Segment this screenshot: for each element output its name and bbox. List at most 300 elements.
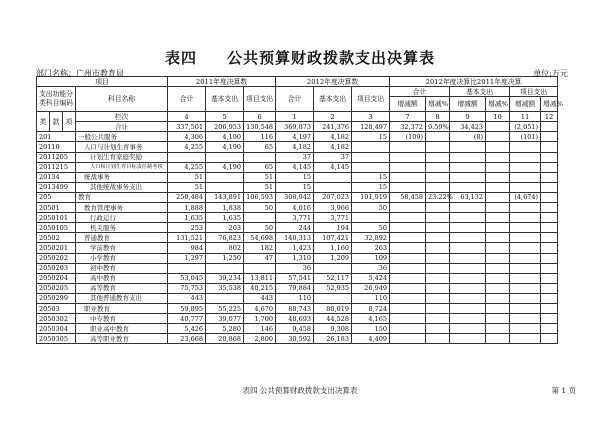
cell-c9 xyxy=(450,172,486,182)
cell-c6: 50 xyxy=(352,203,390,213)
cell-c5 xyxy=(314,293,352,303)
h2011-basic: 基本支出 xyxy=(206,87,244,112)
cell-c9 xyxy=(450,233,486,243)
cell-c11 xyxy=(510,303,541,313)
cell-c11 xyxy=(510,223,541,233)
cell-c1: 75,753 xyxy=(168,283,206,293)
table-row xyxy=(37,182,558,192)
hcmp-project: 项目支出 xyxy=(510,87,558,97)
cell-c1 xyxy=(168,152,206,162)
cell-c1: 1,888 xyxy=(168,203,206,213)
cell-c12 xyxy=(541,263,558,273)
cell-c8 xyxy=(426,303,450,313)
cell-c2: 35,538 xyxy=(206,283,244,293)
cell-c8 xyxy=(426,273,450,283)
cell-c12 xyxy=(541,283,558,293)
h2012-project: 项目支出 xyxy=(352,87,390,112)
cell-c9 xyxy=(450,253,486,263)
cell-c7 xyxy=(390,273,426,283)
cell-c6: 50 xyxy=(352,223,390,233)
cell-c7 xyxy=(390,203,426,213)
cell-c12 xyxy=(541,172,558,182)
cell-c1: 53,045 xyxy=(168,273,206,283)
cell-c7 xyxy=(390,314,426,324)
cell-c8 xyxy=(426,142,450,152)
cell-c4: 4,016 xyxy=(276,203,314,213)
table-row xyxy=(37,233,558,243)
cell-c2: 55,225 xyxy=(206,303,244,313)
subject-code: 2050105 xyxy=(37,223,76,233)
cell-c2 xyxy=(206,293,244,303)
project-header: 项目 xyxy=(37,77,168,87)
cell-c5: 241,376 xyxy=(314,122,352,132)
h2011-project: 项目支出 xyxy=(244,87,276,112)
cell-c10 xyxy=(486,273,510,283)
hcmp-inc-pct-2: 增减% xyxy=(486,97,510,112)
cell-c6 xyxy=(352,213,390,223)
table-row xyxy=(37,303,558,313)
cell-c11 xyxy=(510,182,541,192)
cell-c4: 3,771 xyxy=(276,213,314,223)
cell-c5: 194 xyxy=(314,223,352,233)
cell-c11 xyxy=(510,152,541,162)
subject-name: 计划生育家庭奖励 xyxy=(76,152,168,162)
subject-code: 2050304 xyxy=(37,324,76,334)
hcmp-basic: 基本支出 xyxy=(450,87,510,97)
col-num: 10 xyxy=(486,112,510,122)
cell-c11 xyxy=(510,293,541,303)
footer-title: 表四 公共预算财政拨款支出决算表 xyxy=(242,386,358,395)
subject-name: 普通教育 xyxy=(76,233,168,243)
subject-code: 201 xyxy=(37,132,76,142)
table-row xyxy=(37,132,558,142)
cell-c4: 1,319 xyxy=(276,253,314,263)
cell-c9 xyxy=(450,152,486,162)
subject-code: 2050305 xyxy=(37,334,76,344)
cell-c9 xyxy=(450,162,486,172)
cell-c5: 4,182 xyxy=(314,142,352,152)
cell-c8 xyxy=(426,293,450,303)
hcmp-inc-pct-3: 增减% xyxy=(541,97,558,112)
cell-c10 xyxy=(486,243,510,253)
cell-c9 xyxy=(450,314,486,324)
cell-c11 xyxy=(510,243,541,253)
xiang-header: 项 xyxy=(63,112,76,132)
cell-c12 xyxy=(541,334,558,344)
col-num: 11 xyxy=(510,112,541,122)
cell-c2: 1,635 xyxy=(206,213,244,223)
budget-table xyxy=(36,76,564,344)
table-row xyxy=(37,203,558,213)
subject-code: 2050201 xyxy=(37,243,76,253)
cell-c12 xyxy=(541,142,558,152)
col-num: 3 xyxy=(352,112,390,122)
cell-c7 xyxy=(390,172,426,182)
cell-c12 xyxy=(541,253,558,263)
cell-c6: 26,949 xyxy=(352,283,390,293)
cell-c9 xyxy=(450,142,486,152)
cell-c10 xyxy=(486,213,510,223)
cell-c7 xyxy=(390,263,426,273)
cell-c7: 32,372 xyxy=(390,122,426,132)
cell-c10 xyxy=(486,142,510,152)
cell-c7 xyxy=(390,324,426,334)
cell-c2: 203 xyxy=(206,223,244,233)
cell-c11 xyxy=(510,273,541,283)
cell-c4: 369,873 xyxy=(276,122,314,132)
col-num: 1 xyxy=(276,112,314,122)
cell-c2: 20,868 xyxy=(206,334,244,344)
cell-c5: 52,117 xyxy=(314,273,352,283)
cell-c10 xyxy=(486,132,510,142)
cell-c1: 51 xyxy=(168,172,206,182)
cell-c3: 182 xyxy=(244,243,276,253)
cell-c7 xyxy=(390,233,426,243)
cell-c3: 443 xyxy=(244,293,276,303)
cell-c10 xyxy=(486,172,510,182)
subject-code: 2050205 xyxy=(37,283,76,293)
department-label: 部门名称：广州市教育局 xyxy=(36,69,124,78)
cell-c9 xyxy=(450,273,486,283)
cell-c4: 9,458 xyxy=(276,324,314,334)
col-num: 12 xyxy=(541,112,558,122)
cell-c1 xyxy=(168,263,206,273)
cell-c10 xyxy=(486,263,510,273)
subject-code: 2050202 xyxy=(37,253,76,263)
cell-c11 xyxy=(510,324,541,334)
cell-c6 xyxy=(352,162,390,172)
cell-c6: 15 xyxy=(352,132,390,142)
cell-c12 xyxy=(541,314,558,324)
cell-c9 xyxy=(450,263,486,273)
table-row xyxy=(37,122,558,132)
cell-c1: 51 xyxy=(168,182,206,192)
cell-c6 xyxy=(352,152,390,162)
col-num: 6 xyxy=(244,112,276,122)
cell-c11 xyxy=(510,334,541,344)
compare-header: 2012年度决算比2011年度决算 xyxy=(390,77,558,87)
cell-c12 xyxy=(541,152,558,162)
cell-c10 xyxy=(486,182,510,192)
table-row xyxy=(37,324,558,334)
col-num: 5 xyxy=(206,112,244,122)
cell-c2: 1,838 xyxy=(206,203,244,213)
table-row xyxy=(37,223,558,233)
cell-c5: 4,145 xyxy=(314,162,352,172)
cat-header: 类 xyxy=(37,112,50,132)
hcmp-inc-amt-2: 增减额 xyxy=(450,97,486,112)
cell-c4: 15 xyxy=(276,172,314,182)
cell-c7: (109) xyxy=(390,132,426,142)
col-num: 2 xyxy=(314,112,352,122)
y2011-header: 2011年度决算数 xyxy=(168,77,276,87)
subject-code: 2011205 xyxy=(37,152,76,162)
cell-c7 xyxy=(390,293,426,303)
cell-c2: 5,280 xyxy=(206,324,244,334)
kuan-header: 款 xyxy=(50,112,63,132)
subject-name: 小学教育 xyxy=(76,253,168,263)
subject-name: 教育 xyxy=(76,192,168,202)
cell-c7 xyxy=(390,283,426,293)
cell-c8 xyxy=(426,203,450,213)
cell-c9 xyxy=(450,223,486,233)
cell-c3: 40,215 xyxy=(244,283,276,293)
cell-c12 xyxy=(541,233,558,243)
cell-c3: 106,593 xyxy=(244,192,276,202)
cell-c3 xyxy=(244,213,276,223)
col-label: 栏次 xyxy=(76,112,168,122)
hcmp-total: 合计 xyxy=(390,87,450,97)
cell-c2 xyxy=(206,172,244,182)
cell-c12 xyxy=(541,293,558,303)
cell-c9 xyxy=(450,293,486,303)
cell-c1: 23,668 xyxy=(168,334,206,344)
cell-c2: 206,953 xyxy=(206,122,244,132)
cell-c2: 4,190 xyxy=(206,162,244,172)
unit-label: 单位:万元 xyxy=(533,69,568,78)
subject-code: 2013499 xyxy=(37,182,76,192)
cell-c1: 131,521 xyxy=(168,233,206,243)
cell-c8: 23.22% xyxy=(426,192,450,202)
cell-c3: 65 xyxy=(244,162,276,172)
table-row xyxy=(37,314,558,324)
cell-c10 xyxy=(486,314,510,324)
cell-c6: 101,919 xyxy=(352,192,390,202)
subject-code: 2050302 xyxy=(37,314,76,324)
subject-name: 统战事务 xyxy=(76,172,168,182)
cell-c4: 4,197 xyxy=(276,132,314,142)
cell-c7: 58,458 xyxy=(390,192,426,202)
cell-c1: 1,635 xyxy=(168,213,206,223)
subject-header: 科目名称 xyxy=(76,87,168,112)
cell-c10 xyxy=(486,253,510,263)
h2012-basic: 基本支出 xyxy=(314,87,352,112)
subject-name: 其他统战事务支出 xyxy=(76,182,168,192)
cell-c11 xyxy=(510,172,541,182)
cell-c12 xyxy=(541,192,558,202)
cell-c2: 4,190 xyxy=(206,132,244,142)
col-num: 9 xyxy=(450,112,486,122)
cell-c8 xyxy=(426,162,450,172)
cell-c2: 802 xyxy=(206,243,244,253)
h2011-total: 合计 xyxy=(168,87,206,112)
cell-c1: 337,501 xyxy=(168,122,206,132)
cell-c7 xyxy=(390,303,426,313)
col-num: 8 xyxy=(426,112,450,122)
cell-c1: 5,426 xyxy=(168,324,206,334)
cell-c3: 1,700 xyxy=(244,314,276,324)
cell-c5 xyxy=(314,182,352,192)
cell-c10 xyxy=(486,152,510,162)
cell-c3 xyxy=(244,263,276,273)
cell-c11 xyxy=(510,142,541,152)
subject-name: 高等职业教育 xyxy=(76,334,168,344)
cell-c12 xyxy=(541,203,558,213)
cell-c11 xyxy=(510,283,541,293)
cell-c5: 207,023 xyxy=(314,192,352,202)
cell-c11 xyxy=(510,263,541,273)
col-num: 4 xyxy=(168,112,206,122)
cell-c9 xyxy=(450,283,486,293)
cell-c5: 3,771 xyxy=(314,213,352,223)
header-row-2 xyxy=(37,87,558,97)
cell-c12 xyxy=(541,213,558,223)
cell-c11 xyxy=(510,203,541,213)
cell-c6: 32,892 xyxy=(352,233,390,243)
cell-c10 xyxy=(486,334,510,344)
cell-c3: 54,698 xyxy=(244,233,276,243)
subject-code: 20134 xyxy=(37,172,76,182)
cell-c5: 3,966 xyxy=(314,203,352,213)
cell-c9 xyxy=(450,182,486,192)
cell-c5: 37 xyxy=(314,152,352,162)
cell-c10 xyxy=(486,324,510,334)
subject-name: 高中教育 xyxy=(76,273,168,283)
page-title xyxy=(0,47,600,68)
cell-c2: 4,190 xyxy=(206,142,244,152)
cell-c4: 110 xyxy=(276,293,314,303)
subject-code: 20503 xyxy=(37,303,76,313)
table-row xyxy=(37,162,558,172)
cell-c9 xyxy=(450,303,486,313)
cell-c12 xyxy=(541,324,558,334)
table-row xyxy=(37,283,558,293)
cell-c5: 44,528 xyxy=(314,314,352,324)
cell-c3: 50 xyxy=(244,223,276,233)
header-row-1 xyxy=(37,77,558,87)
cell-c11 xyxy=(510,314,541,324)
cell-c5: 1,209 xyxy=(314,253,352,263)
cell-c8 xyxy=(426,324,450,334)
cell-c3: 2,800 xyxy=(244,334,276,344)
cell-c11 xyxy=(510,253,541,263)
cell-c8 xyxy=(426,132,450,142)
subject-code: 2050204 xyxy=(37,273,76,283)
cell-c6: 4,165 xyxy=(352,314,390,324)
cell-c8: 9.59% xyxy=(426,122,450,132)
cell-c8 xyxy=(426,263,450,273)
cell-c6: 5,424 xyxy=(352,273,390,283)
cell-c8 xyxy=(426,334,450,344)
cell-c5: 9,308 xyxy=(314,324,352,334)
subject-name: 教育管理事务 xyxy=(76,203,168,213)
cell-c12 xyxy=(541,132,558,142)
cell-c4: 88,743 xyxy=(276,303,314,313)
subject-name: 高等教育 xyxy=(76,283,168,293)
cell-c10 xyxy=(486,303,510,313)
cell-c3: 130,548 xyxy=(244,122,276,132)
subject-code: 2011215 xyxy=(37,162,76,172)
cell-c9 xyxy=(450,213,486,223)
cell-c7 xyxy=(390,243,426,253)
cell-c6: 8,724 xyxy=(352,303,390,313)
cell-c7 xyxy=(390,334,426,344)
cell-c3: 146 xyxy=(244,324,276,334)
cell-c8 xyxy=(426,213,450,223)
cell-c4: 57,541 xyxy=(276,273,314,283)
cell-c3: 51 xyxy=(244,182,276,192)
cell-c10 xyxy=(486,283,510,293)
cell-c1: 253 xyxy=(168,223,206,233)
cell-c4: 308,942 xyxy=(276,192,314,202)
cell-c3: 116 xyxy=(244,132,276,142)
subject-name: 行政运行 xyxy=(76,213,168,223)
page-number: 第 1 页 xyxy=(551,386,576,395)
cell-c12 xyxy=(541,243,558,253)
hcmp-inc-pct-1: 增减% xyxy=(426,97,450,112)
subject-code: 2050299 xyxy=(37,293,76,303)
cell-c5 xyxy=(314,172,352,182)
table-row xyxy=(37,172,558,182)
cell-c7 xyxy=(390,182,426,192)
cell-c2: 76,823 xyxy=(206,233,244,243)
header-row-4 xyxy=(37,112,558,122)
cell-c10 xyxy=(486,162,510,172)
subject-name: 学前教育 xyxy=(76,243,168,253)
cell-c12 xyxy=(541,182,558,192)
cell-c9 xyxy=(450,324,486,334)
cell-c10 xyxy=(486,122,510,132)
cell-c7 xyxy=(390,162,426,172)
cell-c1: 443 xyxy=(168,293,206,303)
cell-c9 xyxy=(450,243,486,253)
cell-c4: 48,693 xyxy=(276,314,314,324)
subject-code: 205 xyxy=(37,192,76,202)
cell-c2 xyxy=(206,152,244,162)
cell-c12 xyxy=(541,122,558,132)
subject-code: 20502 xyxy=(37,233,76,243)
cell-c2: 143,891 xyxy=(206,192,244,202)
cell-c1: 4,255 xyxy=(168,142,206,152)
subject-code: 20501 xyxy=(37,203,76,213)
cell-c7 xyxy=(390,223,426,233)
table-row xyxy=(37,192,558,202)
cell-c10 xyxy=(486,203,510,213)
cell-c8 xyxy=(426,314,450,324)
cell-c1: 4,255 xyxy=(168,162,206,172)
cell-c8 xyxy=(426,243,450,253)
cell-c10 xyxy=(486,223,510,233)
cell-c6: 36 xyxy=(352,263,390,273)
cell-c4: 37 xyxy=(276,152,314,162)
subject-code: 2050101 xyxy=(37,213,76,223)
cell-c3: 13,811 xyxy=(244,273,276,283)
cell-c6: 15 xyxy=(352,182,390,192)
cell-c10 xyxy=(486,192,510,202)
cell-c9: 63,132 xyxy=(450,192,486,202)
cell-c12 xyxy=(541,223,558,233)
cell-c6: 150 xyxy=(352,324,390,334)
subject-name: 初中教育 xyxy=(76,263,168,273)
cell-c12 xyxy=(541,303,558,313)
hcmp-inc-amt-1: 增减额 xyxy=(390,97,426,112)
cell-c4: 244 xyxy=(276,223,314,233)
subject-code: 2050203 xyxy=(37,263,76,273)
cell-c6: 15 xyxy=(352,172,390,182)
subject-name: 中专教育 xyxy=(76,314,168,324)
cell-c8 xyxy=(426,233,450,243)
cell-c9 xyxy=(450,334,486,344)
cell-c8 xyxy=(426,182,450,192)
table-row xyxy=(37,152,558,162)
table-row xyxy=(37,253,558,263)
cell-c2 xyxy=(206,263,244,273)
cell-c5: 80,019 xyxy=(314,303,352,313)
subject-name: 职业高中教育 xyxy=(76,324,168,334)
subject-name: 合计 xyxy=(76,122,168,132)
subject-name: 机关服务 xyxy=(76,223,168,233)
cell-c7 xyxy=(390,142,426,152)
